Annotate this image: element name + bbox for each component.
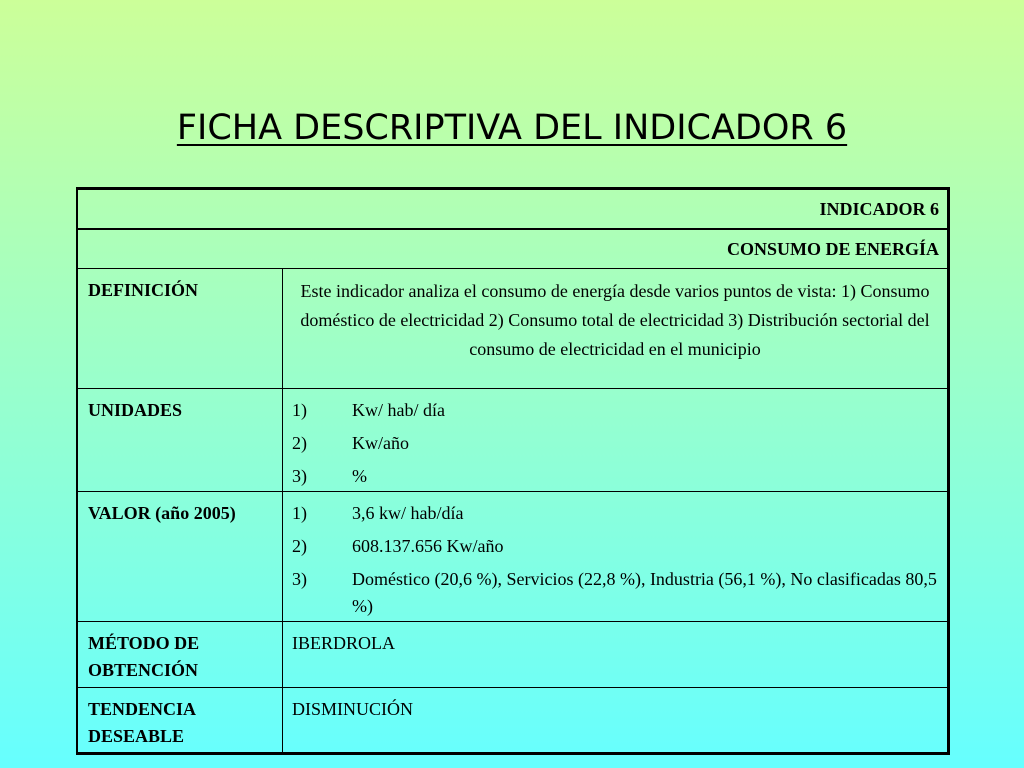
valor-label: VALOR (año 2005) — [78, 492, 283, 621]
list-item: 3) % — [292, 466, 367, 486]
list-item: 3) Doméstico (20,6 %), Servicios (22,8 %), Industria (56,1 %), No clasificadas 80,5 %) — [292, 569, 937, 616]
list-item: 2) 608.137.656 Kw/año — [292, 536, 504, 556]
definicion-text: Este indicador analiza el consumo de energía desde varios puntos de vista: 1) Consumo doméstico de electricidad 2) Consumo total de electricidad 3) Distribución sectorial del consumo de electricidad en el municipio — [300, 281, 930, 359]
metodo-text: IBERDROLA — [292, 633, 395, 653]
list-item: 1) Kw/ hab/ día — [292, 400, 445, 420]
indicator-table — [76, 187, 950, 755]
unidades-label: UNIDADES — [78, 389, 283, 491]
list-item: 1) 3,6 kw/ hab/día — [292, 503, 464, 523]
slide-title: FICHA DESCRIPTIVA DEL INDICADOR 6 — [176, 108, 848, 148]
unidades-list — [283, 389, 947, 491]
row-metodo — [78, 622, 947, 688]
list-item: 2) Kw/año — [292, 433, 409, 453]
row-unidades — [78, 389, 947, 492]
tendencia-label: TENDENCIA DESEABLE — [78, 688, 283, 752]
metodo-label: MÉTODO DE OBTENCIÓN — [78, 622, 283, 687]
valor-list — [283, 492, 947, 621]
row-tendencia — [78, 688, 947, 752]
definicion-label: DEFINICIÓN — [78, 269, 283, 388]
indicator-number-header: INDICADOR 6 — [78, 190, 947, 230]
row-definicion — [78, 269, 947, 389]
indicator-name-header: CONSUMO DE ENERGÍA — [78, 230, 947, 269]
tendencia-text: DISMINUCIÓN — [292, 699, 413, 719]
row-valor — [78, 492, 947, 622]
